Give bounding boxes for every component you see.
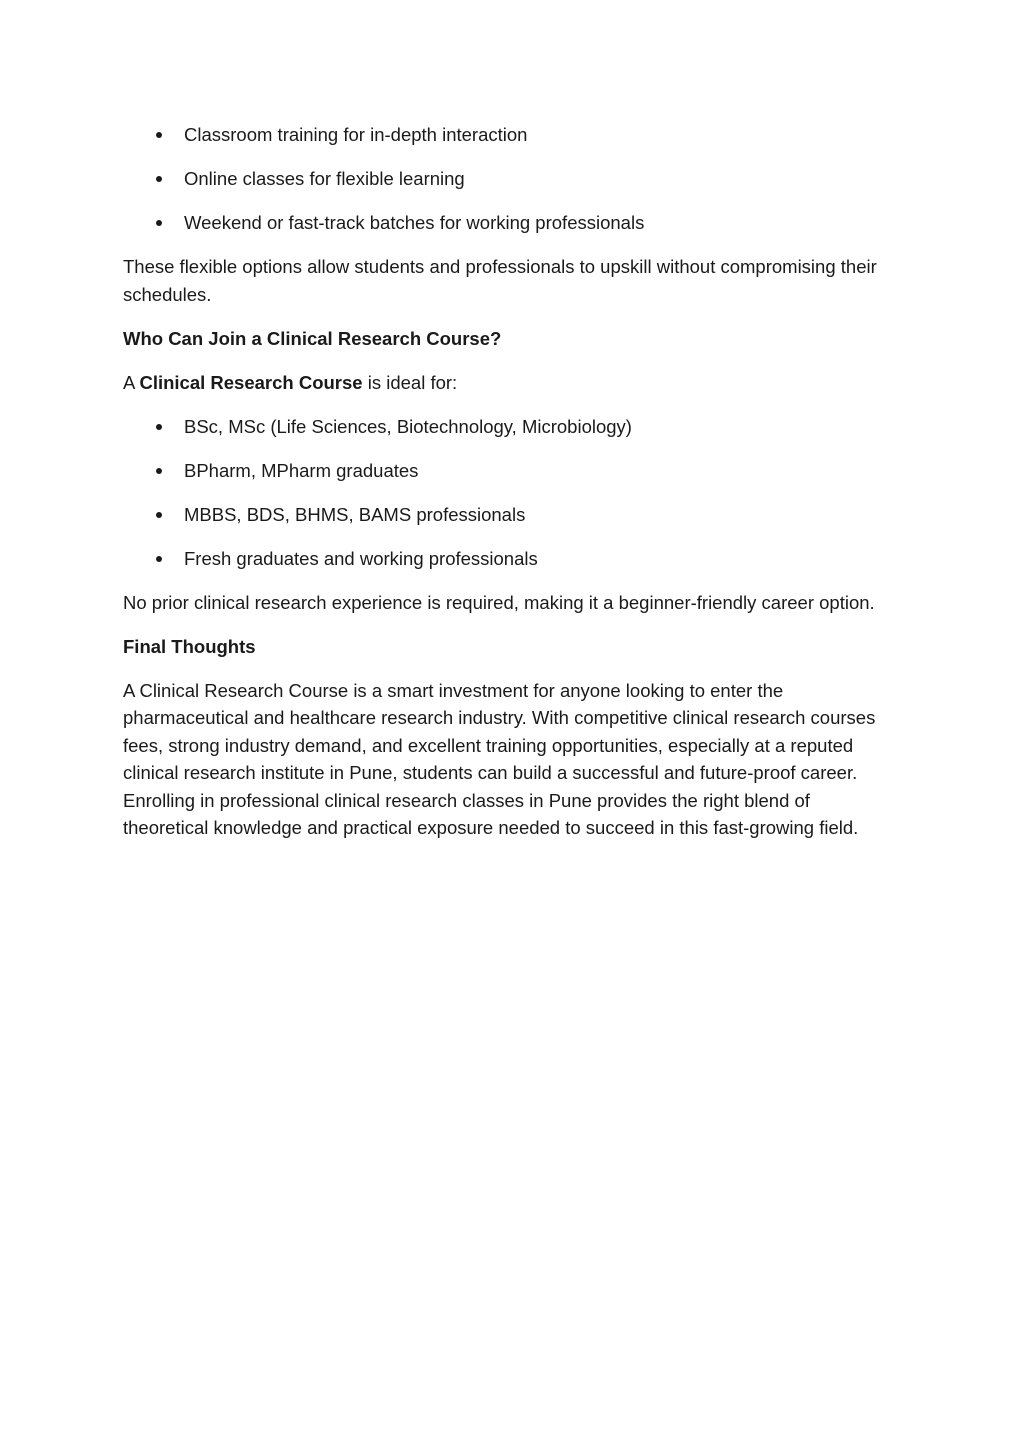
bullet-icon bbox=[156, 424, 162, 430]
list-item-text: Weekend or fast-track batches for working professionals bbox=[184, 212, 645, 233]
flexibility-paragraph: These flexible options allow students and professionals to upskill without compromising their schedules. bbox=[123, 256, 877, 305]
bullet-icon bbox=[156, 132, 162, 138]
training-options-list bbox=[123, 121, 900, 237]
list-item-text: BSc, MSc (Life Sciences, Biotechnology, Microbiology) bbox=[184, 415, 632, 437]
list-item bbox=[123, 209, 900, 237]
list-item-text: Classroom training for in-depth interaction bbox=[184, 124, 528, 145]
list-item bbox=[123, 121, 900, 149]
list-item bbox=[123, 501, 900, 529]
who-can-join-heading: Who Can Join a Clinical Research Course? bbox=[123, 327, 502, 349]
bullet-icon bbox=[156, 512, 162, 518]
list-item-text: BPharm, MPharm graduates bbox=[184, 459, 419, 481]
eligible-candidates-list bbox=[123, 413, 900, 573]
bullet-icon bbox=[156, 220, 162, 226]
list-item bbox=[123, 413, 900, 441]
ideal-for-intro-suffix: is ideal for: bbox=[362, 371, 458, 393]
list-item-text: Fresh graduates and working professionals bbox=[184, 547, 538, 569]
bullet-icon bbox=[156, 176, 162, 182]
ideal-for-intro-prefix: A bbox=[123, 371, 140, 393]
no-experience-paragraph: No prior clinical research experience is required, making it a beginner-friendly career option. bbox=[123, 591, 875, 613]
list-item bbox=[123, 457, 900, 485]
ideal-for-intro-bold: Clinical Research Course bbox=[139, 371, 363, 393]
bullet-icon bbox=[156, 556, 162, 562]
final-paragraph: A Clinical Research Course is a smart investment for anyone looking to enter the pharmaceutical and healthcare research industry. With competitive clinical research courses fees, strong industry demand, and excellent training opportunities, especially at a reputed clinical research institute in Pune, students can build a successful and future-proof career. Enrolling in professional clinical research classes in Pune provides the right blend of theoretical knowledge and practical exposure needed to succeed in this fast-growing field. bbox=[123, 679, 876, 838]
list-item-text: MBBS, BDS, BHMS, BAMS professionals bbox=[184, 503, 526, 525]
list-item bbox=[123, 545, 900, 573]
bullet-icon bbox=[156, 468, 162, 474]
list-item-text: Online classes for flexible learning bbox=[184, 168, 465, 189]
final-thoughts-heading: Final Thoughts bbox=[123, 635, 256, 657]
list-item bbox=[123, 165, 900, 193]
ideal-for-intro bbox=[123, 369, 900, 397]
